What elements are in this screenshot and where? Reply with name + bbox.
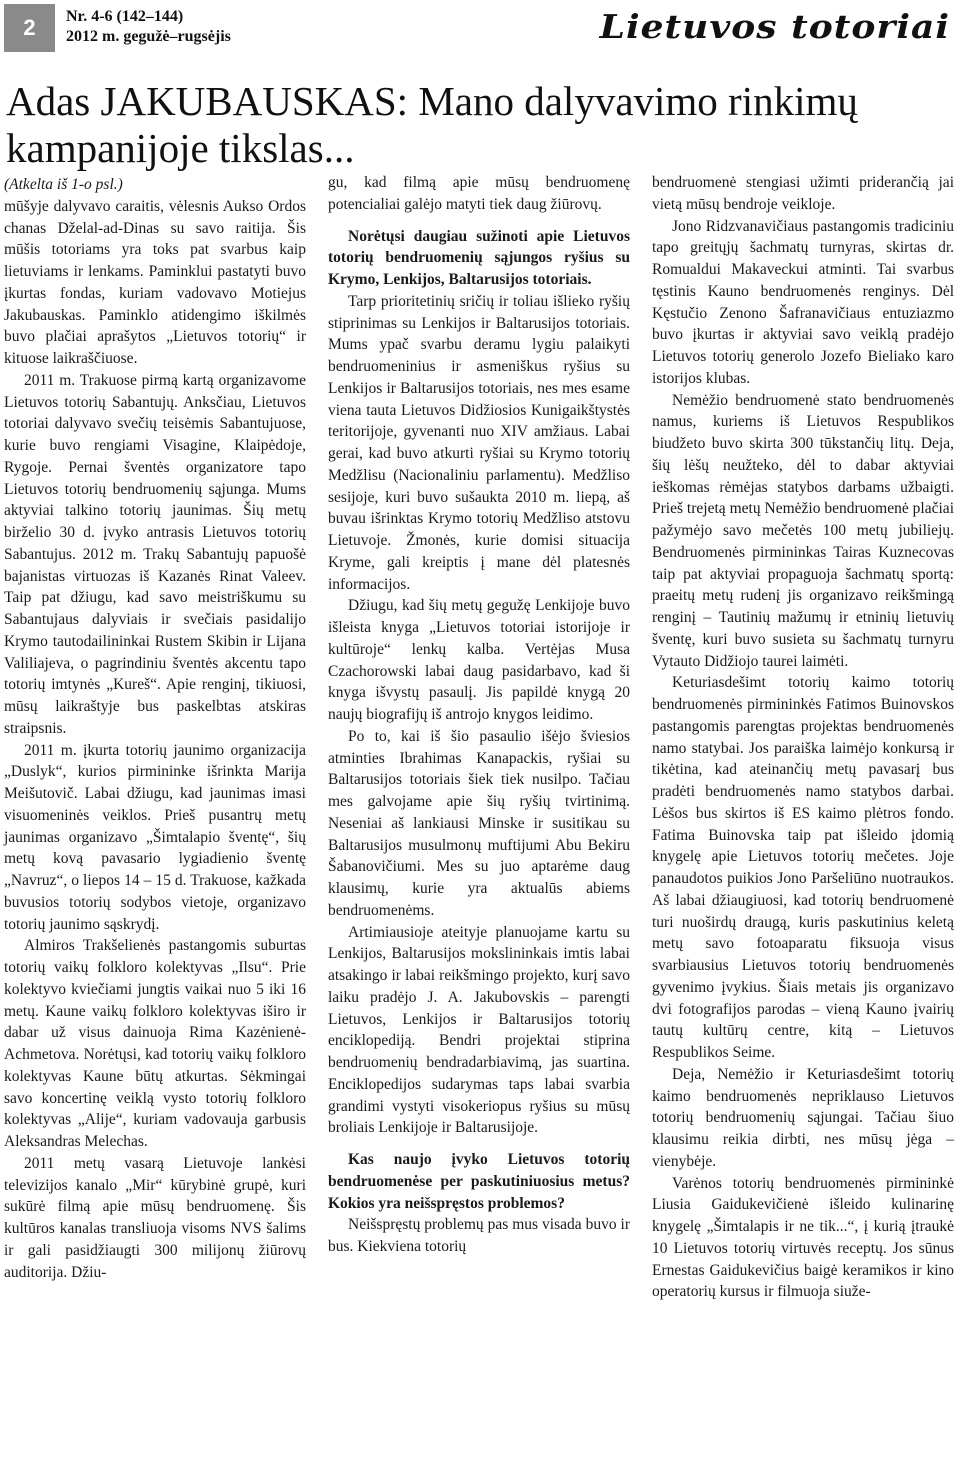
article-headline: Adas JAKUBAUSKAS: Mano dalyvavimo rinkimų kampanijoje tikslas... (6, 78, 858, 171)
paragraph: Džiugu, kad šių metų gegužę Lenkijoje buvo išleista knyga „Lietuvos totoriai istorijoje ir kultūroje“ lenkų kalba. Vertėjas Musa Czachorowski labai daug pasidarbavo, kad ši knyga išvystų pasaulį. Jis papildė knygą 20 naujų biografijų iš antrojo knygos leidimo. (328, 597, 630, 723)
paragraph: Deja, Nemėžio ir Keturiasdešimt totorių kaimo bendruomenės nepriklauso Lietuvos totorių bendruomenių sąjungai. Tačiau šiuo klausimu reikia dirbti, nes mūsų jėga – vienybėje. (652, 1065, 954, 1170)
page-number: 2 (4, 4, 55, 52)
paragraph: mūšyje dalyvavo caraitis, vėlesnis Aukso Ordos chanas Dželal-ad-Dinas su savo raitija. Šis mūšis totoriams yra toks pat svarbus kaip lietuviams ir lenkams. Paminklui pastatyti buvo įkurtas fondas, kuriam vadovavo Motiejus Jakubauskas. Paminklo atidengimo iškilmės buvo plačiai aprašytos „Lietuvos totorių“ ir kituose laikraščiuose. (4, 197, 306, 367)
masthead-logo: Lietuvos totoriai (599, 8, 950, 46)
paragraph: Almiros Trakšelienės pastangomis suburtas totorių vaikų folkloro kolektyvas „Ilsu“. Prie kolektyvo kviečiami jungtis vaikai nuo 5 iki 16 metų. Kaune vaikų folkloro kolektyvas iširo ir dabar už visus dainuoja Rima Kazėnienė-Achmetova. Norėtųsi, kad totorių vaikų folkloro kolektyvas Kaune būtų atkurtas. Sėkmingai savo koncertinę veiklą vysto totorių folkloro kolektyvas „Alije“, kuriam vadovauja garbusis Aleksandras Melechas. (4, 937, 306, 1150)
article-column-2 (328, 172, 630, 1258)
page-header (0, 0, 960, 60)
paragraph: 2011 m. Trakuose pirmą kartą organizavome Lietuvos totorių Sabantujų. Anksčiau, Lietuvos totoriai dalyvavo svečių teisėmis Sabantujuose, kurie buvo rengiami Visagine, Klaipėdoje, Rygoje. Pernai šventės organizatore tapo Lietuvos totorių bendruomenių sąjunga. Mums aktyviai talkino totorių jaunimas. Šių metų birželio 30 d. įvyko antrasis Lietuvos totorių Sabantujus. 2012 m. Trakų Sabantujų papuošė bajanistas virtuozas iš Kazanės Rinat Valeev. Taip pat džiugu, kad savo meistriškumu su Sabantujaus dalyviais ir svečiais pasidalijo Krymo tautodailininkai Rustem Skibin ir Lijana Valiliajeva, o pagrindiniu šventės akcentu tapo totorių imtynės „Kureš“. Apie renginį, tikiuosi, mūsų laikraštyje bus paskelbtas atskiras straipsnis. (4, 371, 306, 737)
paragraph: 2011 m. įkurta totorių jaunimo organizacija „Duslyk“, kurios pirmininke išrinkta Marija Meišutovič. Labai džiugu, kad jaunimas imasi visuomeninės veiklos. Prieš pusantrų metų jaunimas organizavo „Šimtalapio šventę“, šių metų kovą pavasario lygiadienio šventę „Navruz“, o liepos 14 – 15 d. Trakuose, kažkada buvusios totorių sodybos vietoje, organizavo totorių jaunimo sąskrydį. (4, 741, 306, 933)
paragraph: bendruomenė stengiasi užimti priderančią jai vietą mūsų bendroje veikloje. (652, 174, 954, 213)
paragraph: Po to, kai iš šio pasaulio išėjo šviesios atminties Ibrahimas Kanapackis, ryšiai su Baltarusijos totoriais šiek tiek nusilpo. Tačiau mes galvojame apie šių ryšių tvirtinimą. Neseniai aš lankiausi Minske ir susitikau su Baltarusijos musulmonų muftijumi Abu Bekiru Šabanovičiumi. Mes su juo aptarėme daug klausimų, kurie yra aktualūs abiems bendruomenėms. (328, 727, 630, 919)
paragraph: Nemėžio bendruomenė stato bendruomenės namus, kuriems iš Lietuvos Respublikos biudžeto buvo skirta 300 tūkstančių litų. Deja, šių lėšų neužteko, dėl to dabar aktyviai ieškomas rėmėjas statybos darbams užbaigti. Prieš trejetą metų Nemėžio bendruomenė plačiai pažymėjo savo mečetės 100 metų jubiliejų. Bendruomenės pirmininkas Tairas Kuznecovas taip pat aktyviai propaguoja šachmatų sportą: praeitų metų rudenį jis organizavo reikšmingą renginį – Tautinių mažumų ir etninių lietuvių šventę, kuri buvo susieta su šachmatų turnyru Vytauto Didžiojo taurei laimėti. (652, 391, 954, 670)
issue-date: 2012 m. gegužė–rugsėjis (66, 28, 231, 45)
interview-question: Norėtųsi daugiau sužinoti apie Lietuvos totorių bendruomenių sąjungos ryšius su Krymo, Lenkijos, Baltarusijos totoriais. (328, 227, 630, 288)
issue-info (66, 7, 231, 47)
paragraph: Jono Ridzvanavičiaus pastangomis tradiciniu tapo greitųjų šachmatų turnyras, skirtas dr. Romualdui Makaveckui atminti. Tai svarbus tęstinis Kauno bendruomenės renginys. Dėl Kęstučio Zenono Šafranavičiaus entuziazmo buvo įkurtas ir aktyviai savo veiklą pradėjo Lietuvos totorių generolo Jozefo Bieliako karo istorijos klubas. (652, 217, 954, 387)
paragraph: Artimiausioje ateityje planuojame kartu su Lenkijos, Baltarusijos mokslininkais imtis labai atsakingo ir labai reikšmingo projekto, kurį savo laiku pradėjo J. A. Jakubovskis – parengti Lietuvos, Lenkijos ir Baltarusijos totorių enciklopediją. Bendri projektai stiprina bendruomenių bendradarbiavimą, jas suartina. Enciklopedijos sudarymas taps labai svarbia grandimi vystyti visokeriopus ryšius su mūsų broliais Lenkijoje ir Baltarusijoje. (328, 923, 630, 1137)
paragraph: 2011 metų vasarą Lietuvoje lankėsi televizijos kanalo „Mir“ kūrybinė grupė, kuri sukūrė filmą apie mūsų bendruomenę. Šis kultūros kanalas transliuoja visoms NVS šalims ir gali pasidžiaugti 300 milijonų žiūrovų auditorija. Džiu- (4, 1154, 306, 1281)
article-column-3 (652, 172, 954, 1303)
paragraph: Varėnos totorių bendruomenės pirmininkė Liusia Gaidukevičienė išleido kulinarinę knygelę „Šimtalapis ir ne tik...“, į kurią įtraukė 10 Lietuvos totorių virtuvės receptų. Jos sūnus Ernestas Gaidukevičius baigė keramikos ir kino operatorių kursus ir filmuoja siuže- (652, 1174, 954, 1301)
continued-note: (Atkelta iš 1-o psl.) (4, 176, 123, 193)
article-column-1 (4, 174, 306, 1283)
paragraph: gu, kad filmą apie mūsų bendruomenę potencialiai galėjo matyti tiek daug žiūrovų. (328, 174, 630, 213)
interview-question: Kas naujo įvyko Lietuvos totorių bendruomenėse per paskutiniuosius metus? Kokios yra neišspręstos problemos? (328, 1151, 630, 1212)
paragraph: Neišspręstų problemų pas mus visada buvo ir bus. Kiekviena totorių (328, 1216, 630, 1255)
paragraph: Tarp prioritetinių sričių ir toliau išlieko ryšių stiprinimas su Lenkijos ir Baltarusijos totoriais. Mums ypač svarbu deramu lygiu palaikyti bendruomeninius ir asmeniškus ryšius su Lenkijos ir Baltarusijos totoriais, nes mes esame viena tauta Lietuvos Didžiosios Kunigaikštystės teritorijoje, gyvenanti nuo XIV amžiaus. Labai gerai, kad buvo atkurti ryšiai su Krymo totorių Medžlisu (Nacionaliniu parlamentu). Medžliso sesijoje, kuri buvo sušaukta 2010 m. liepą, aš buvau išrinktas Krymo totorių Medžliso atstovu Lietuvoje. Žmonės, kurie domisi situacija Kryme, gali kreiptis į mane dėl platesnės informacijos. (328, 292, 630, 593)
paragraph: Keturiasdešimt totorių kaimo totorių bendruomenės pirmininkės Fatimos Buinovskos pastangomis parengtas projektas bendruomenės namo statybai. Jos paraiška laimėjo konkursą ir tikėtina, kad ateinančių metų pavasarį bus pradėti bendruomenės namo statybos darbai. Lėšos bus skirtos iš ES kaimo plėtros fondo. Fatima Buinovska taip pat išleido įdomią knygelę apie Lietuvos totorių mečetes. Joje panaudotos puikios Jono Paršeliūno nuotraukos. Aš labai džiaugiuosi, kad totorių bendruomenė turi nuoširdų draugą, kuris paskutinius keletą metų savo fotoaparatu fiksuoja visus svarbiausius Lietuvos totorių bendruomenės gyvenimo įvykius. Šiais metais jis organizavo dvi fotografijos parodas – vieną Kauno įvairių tautų kultūrų centre, kitą – Lietuvos Respublikos Seime. (652, 674, 954, 1061)
issue-number: Nr. 4-6 (142–144) (66, 8, 184, 25)
